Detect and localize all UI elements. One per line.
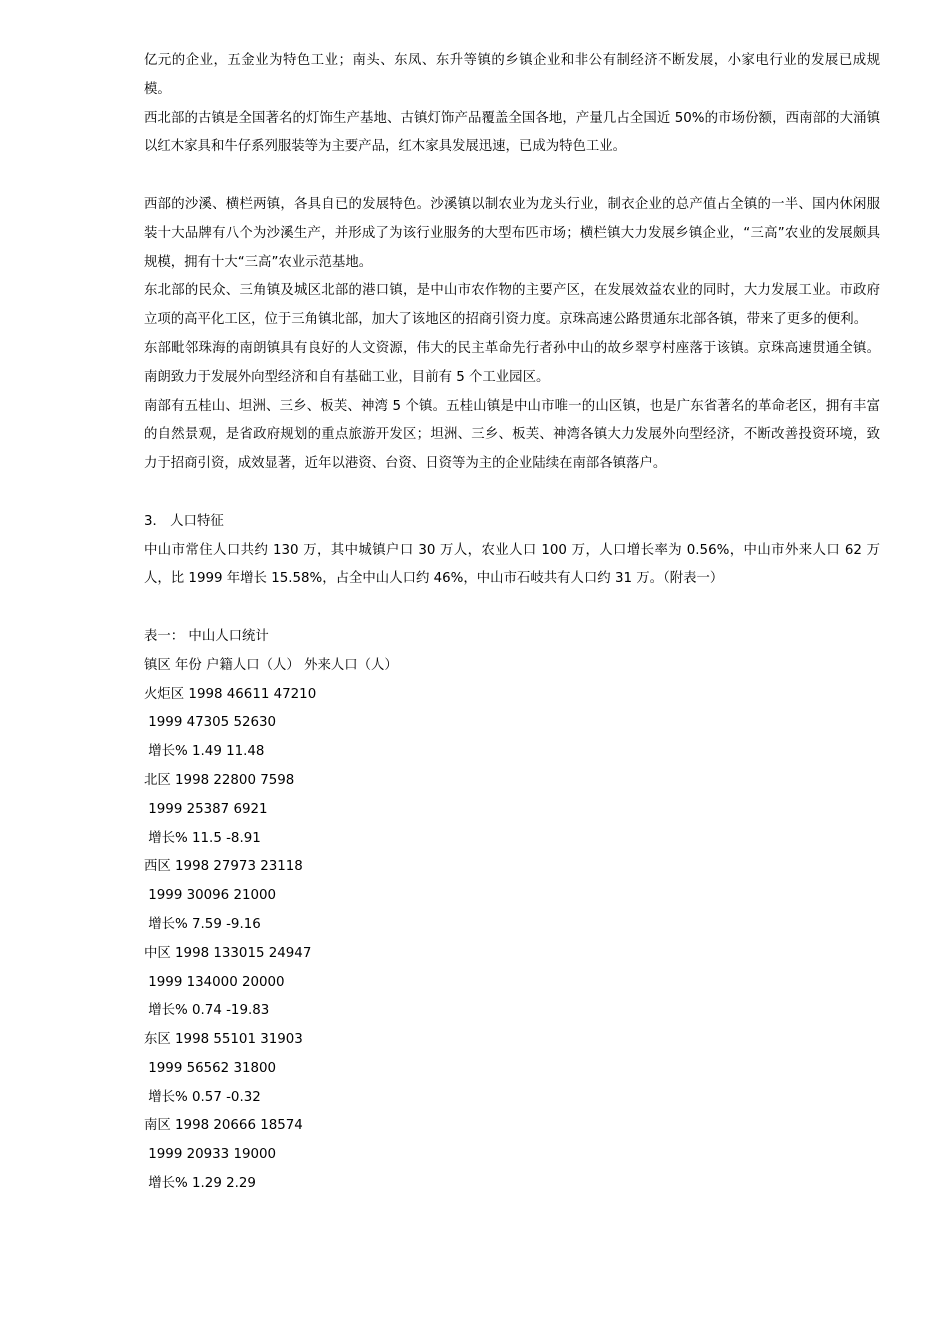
table-row: 1999 30096 21000 (144, 888, 277, 904)
table-row: 南区 1998 20666 18574 (144, 1118, 303, 1134)
paragraph-industry-north: 亿元的企业，五金业为特色工业；南头、东凤、东升等镇的乡镇企业和非公有制经济不断发展，小家电行业的发展已成规模。 (144, 53, 880, 97)
table-row: 1999 47305 52630 (144, 715, 277, 731)
blank-line (144, 594, 880, 623)
table-row: 1999 56562 31800 (144, 1060, 277, 1076)
table-row: 增长% 1.29 2.29 (144, 1176, 256, 1192)
table-row: 增长% 11.5 -8.91 (144, 830, 261, 846)
blank-line (144, 162, 880, 191)
table-row: 增长% 0.74 -19.83 (144, 1003, 270, 1019)
table-title: 表一： 中山人口统计 (144, 628, 269, 644)
document-page (144, 47, 880, 1199)
paragraph-south-wuguishan: 南部有五桂山、坦洲、三乡、板芙、神湾 5 个镇。五桂山镇是中山市唯一的山区镇，也是广东省著名的革命老区，拥有丰富的自然景观，是省政府规划的重点旅游开发区；坦洲、三乡、板芙、神湾各镇大力发展外向型经济，不断改善投资环境，致力于招商引资，成效显著，近年以港资、台资、日资等为主的企业陆续在南部各镇落户。 (144, 398, 880, 472)
table-row: 北区 1998 22800 7598 (144, 772, 295, 788)
table-row: 1999 25387 6921 (144, 801, 268, 817)
population-table (144, 681, 880, 1199)
table-row: 增长% 0.57 -0.32 (144, 1089, 261, 1105)
table-row: 中区 1998 133015 24947 (144, 945, 312, 961)
paragraph-northwest-guzhen: 西北部的古镇是全国著名的灯饰生产基地、古镇灯饰产品覆盖全国各地，产量几占全国近 50%的市场份额，西南部的大涌镇以红木家具和牛仔系列服装等为主要产品，红木家具发展迅速，已成为特色工业。 (144, 110, 880, 155)
table-row: 火炬区 1998 46611 47210 (144, 686, 317, 702)
table-row: 1999 134000 20000 (144, 974, 285, 990)
paragraph-west-shaxi: 西部的沙溪、横栏两镇，各具自已的发展特色。沙溪镇以制农业为龙头行业，制衣企业的总产值占全镇的一半、国内休闲服装十大品牌有八个为沙溪生产，并形成了为该行业服务的大型布匹市场；横栏镇大力发展乡镇企业，“三高”农业的发展颇具规模，拥有十大“三高”农业示范基地。 (144, 196, 880, 270)
table-row: 西区 1998 27973 23118 (144, 859, 303, 875)
section-heading: 3． 人口特征 (144, 513, 224, 529)
paragraph-northeast-minzhong: 东北部的民众、三角镇及城区北部的港口镇，是中山市农作物的主要产区，在发展效益农业的同时，大力发展工业。市政府立项的高平化工区，位于三角镇北部，加大了该地区的招商引资力度。京珠高速公路贯通东北部各镇，带来了更多的便利。 (144, 283, 880, 328)
paragraph-population: 中山市常住人口共约 130 万，其中城镇户口 30 万人，农业人口 100 万，人口增长率为 0.56%，中山市外来人口 62 万人，比 1999 年增长 15.58%，占全中山人口约 46%，中山市石岐共有人口约 31 万。（附表一） (144, 542, 880, 587)
table-row: 东区 1998 55101 31903 (144, 1032, 303, 1048)
table-row: 1999 20933 19000 (144, 1147, 277, 1163)
blank-line (144, 479, 880, 508)
table-row: 增长% 1.49 11.48 (144, 744, 265, 760)
table-row: 增长% 7.59 -9.16 (144, 916, 261, 932)
paragraph-east-nanlang: 东部毗邻珠海的南朗镇具有良好的人文资源，伟大的民主革命先行者孙中山的故乡翠亨村座落于该镇。京珠高速贯通全镇。南朗致力于发展外向型经济和自有基础工业，目前有 5 个工业园区。 (144, 340, 880, 385)
table-header: 镇区 年份 户籍人口（人） 外来人口（人） (144, 657, 398, 673)
